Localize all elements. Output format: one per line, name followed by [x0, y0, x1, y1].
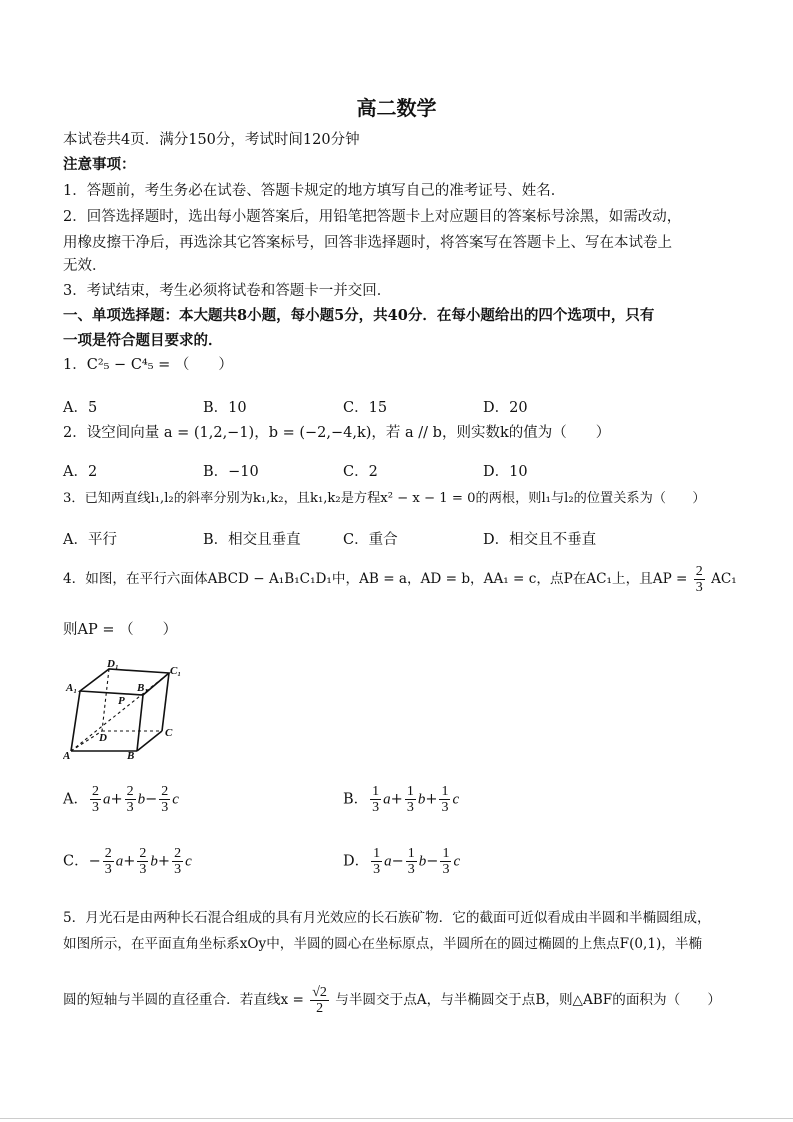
frac-num: 2 — [161, 784, 169, 799]
parallelepiped-figure — [63, 658, 183, 760]
op: + — [425, 791, 438, 808]
frac-num: 2 — [91, 784, 99, 799]
page-bottom-divider — [0, 1118, 793, 1119]
frac-num: 1 — [442, 846, 450, 861]
figure-label-c: C — [165, 727, 173, 739]
q2-option-b: B．−10 — [203, 464, 259, 480]
frac-den: 3 — [442, 862, 450, 877]
var: c — [185, 853, 192, 870]
figure-label-d: D — [99, 732, 107, 744]
question-5-line-1: 5．月光石是由两种长石混合组成的具有月光效应的长石族矿物．它的截面可近似看成由半圆和半椭圆组成， — [63, 910, 711, 926]
var: c — [452, 791, 460, 808]
var: c — [453, 853, 461, 870]
q4-fraction — [694, 564, 705, 595]
frac-num: 2 — [174, 846, 182, 861]
q4-option-d — [343, 846, 460, 877]
q4-option-b-label: B． — [343, 791, 369, 808]
frac-num: 1 — [407, 846, 415, 861]
q2-option-c: C．2 — [343, 464, 378, 480]
frac-num: 1 — [406, 784, 414, 799]
var: b — [150, 853, 158, 870]
frac-num: 1 — [441, 784, 449, 799]
op: − — [426, 853, 439, 870]
q4-option-b — [343, 784, 459, 815]
frac-den: 3 — [373, 862, 381, 877]
op: + — [123, 853, 136, 870]
note-line: 2．回答选择题时，选出每小题答案后，用铅笔把答题卡上对应题目的答案标号涂黑，如需改动， — [63, 209, 682, 225]
section-heading: 一项是符合题目要求的． — [63, 332, 223, 349]
var: b — [137, 791, 146, 808]
frac-den: 3 — [372, 800, 380, 815]
note-line: 用橡皮擦干净后，再选涂其它答案标号，回答非选择题时，将答案写在答题卡上、写在本试卷上 — [63, 235, 672, 251]
note-line: 3．考试结束，考生必须将试卷和答题卡一并交回． — [63, 283, 392, 299]
q2-option-a: A．2 — [63, 464, 98, 480]
figure-label-c1: C₁ — [170, 665, 182, 677]
q4-fraction-den: 3 — [695, 580, 703, 595]
figure-label-b: B — [127, 750, 135, 760]
frac-num: 1 — [372, 784, 380, 799]
note-line: 无效． — [63, 258, 107, 274]
q5-fraction-den: 2 — [316, 1001, 324, 1016]
var: a — [384, 853, 392, 870]
q3-option-c: C．重合 — [343, 532, 398, 548]
q4-stem-end: AC₁ — [711, 571, 737, 587]
q4-option-a-label: A． — [63, 791, 88, 808]
op: + — [157, 853, 171, 870]
figure-top-face — [80, 669, 169, 695]
q5-fraction — [310, 985, 329, 1016]
note-line: 1．答题前，考生务必在试卷、答题卡规定的地方填写自己的准考证号、姓名． — [63, 183, 566, 199]
q4-option-c — [63, 846, 192, 877]
frac-den: 3 — [104, 862, 112, 877]
frac-num: 2 — [104, 846, 112, 861]
q1-option-d: D．20 — [483, 400, 528, 416]
frac-num: 2 — [139, 846, 147, 861]
op: + — [390, 791, 403, 808]
question-1-stem: 1．C²₅ − C⁴₅ = （ ） — [63, 357, 233, 373]
figure-label-b1: B₁ — [137, 682, 149, 694]
exam-intro: 本试卷共4页．满分150分，考试时间120分钟 — [63, 132, 360, 148]
frac-den: 3 — [174, 862, 182, 877]
question-5-line-2: 如图所示，在平面直角坐标系xOy中，半圆的圆心在坐标原点，半圆所在的圆过椭圆的上焦点F(0,1)，半椭 — [63, 936, 703, 952]
var: a — [102, 791, 111, 808]
q4-option-a — [63, 784, 179, 815]
q2-option-d: D．10 — [483, 464, 528, 480]
op: − — [391, 853, 404, 870]
notes-heading: 注意事项： — [63, 156, 136, 173]
q1-option-a: A．5 — [63, 400, 98, 416]
q3-option-b: B．相交且垂直 — [203, 532, 301, 548]
frac-den: 3 — [407, 862, 415, 877]
q4-option-c-label: C． — [63, 853, 89, 870]
op: − — [145, 791, 158, 808]
q4-stem-text: 4．如图，在平行六面体ABCD − A₁B₁C₁D₁中，AB = a，AD = b，AA₁ = c，点P在AC₁上，且AP = — [63, 571, 688, 587]
var: a — [115, 853, 124, 870]
var: b — [418, 853, 427, 870]
q4-option-d-label: D． — [343, 853, 370, 870]
section-heading: 一、单项选择题：本大题共8小题，每小题5分，共40分．在每小题给出的四个选项中，只有 — [63, 307, 655, 324]
frac-num: 1 — [373, 846, 381, 861]
var: b — [417, 791, 426, 808]
var: a — [383, 791, 391, 808]
question-2-stem: 2．设空间向量 a = (1,2,−1)，b = (−2,−4,k)，若 a // b，则实数k的值为（ ） — [63, 425, 611, 441]
q5-line-3-start: 圆的短轴与半圆的直径重合．若直线x = — [63, 992, 304, 1008]
frac-den: 3 — [161, 800, 169, 815]
figure-label-a: A — [63, 750, 71, 760]
figure-label-a1: A₁ — [66, 682, 78, 694]
frac-den: 3 — [126, 800, 134, 815]
op: − — [88, 853, 101, 870]
figure-label-p: P — [118, 695, 125, 707]
frac-den: 3 — [91, 800, 99, 815]
page-title: 高二数学 — [356, 96, 437, 120]
q1-option-c: C．15 — [343, 400, 388, 416]
question-4-stem-2: 则AP = （ ） — [63, 622, 178, 638]
q3-option-d: D．相交且不垂直 — [483, 532, 597, 548]
question-5-line-3 — [63, 985, 721, 1016]
q5-line-3-end: 与半圆交于点A，与半椭圆交于点B，则△ABF的面积为（ ） — [335, 992, 721, 1008]
q4-fraction-num: 2 — [695, 564, 703, 579]
q3-option-a: A．平行 — [63, 532, 117, 548]
q1-option-b: B．10 — [203, 400, 247, 416]
question-3-stem: 3．已知两直线l₁,l₂的斜率分别为k₁,k₂，且k₁,k₂是方程x² − x − 1 = 0的两根，则l₁与l₂的位置关系为（ ） — [63, 491, 706, 506]
var: c — [172, 791, 179, 808]
frac-den: 3 — [441, 800, 449, 815]
frac-den: 3 — [139, 862, 147, 877]
frac-den: 3 — [406, 800, 414, 815]
frac-num: 2 — [126, 784, 134, 799]
question-4-stem — [63, 564, 737, 595]
op: + — [110, 791, 123, 808]
figure-label-d1: D₁ — [107, 658, 119, 670]
q5-fraction-num: √2 — [312, 985, 327, 1000]
